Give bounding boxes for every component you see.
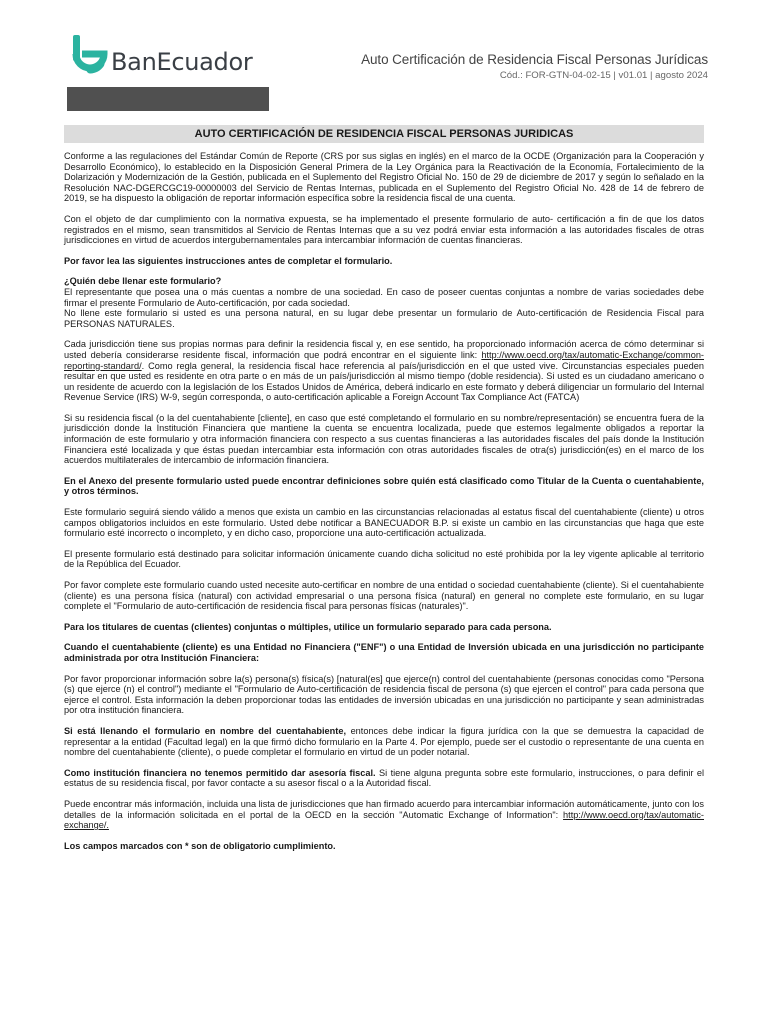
- paragraph-residence: Si su residencia fiscal (o la del cuentahabiente [cliente], en caso que esté completando el formulario en su nombre/representación) se encuentra fuera de la jurisdicción donde la Institución Financiera que mantiene la cuenta se encuentra localizada, puede que estemos legalmente obligados a reportar la información de este formulario y otra información financiera con respecto a sus cuentas financieras a las autoridades fiscales del país donde la Institución Financiera esté localizada y que éstas puedan intercambiar esta información con otras autoridades fiscales de otra(s) jurisdicción(es) en el marco de los acuerdos multilaterales de intercambio de información financiera.: [64, 412, 704, 466]
- aeoi-link[interactable]: http://www.oecd.org/tax/automatic-exchange/.: [64, 809, 704, 831]
- paragraph-validity: Este formulario seguirá siendo válido a menos que exista un cambio en las circunstancias relacionadas al estatus fiscal del cuentahabiente (cliente) u otros campos obligatorios incluidos en este formulario. Usted debe notificar a BANECUADOR B.P. si existe un cambio en las circunstancias que haga que este formulario esté incorrecto o incompleto, y en dicho caso, proporcione una auto-certificación actualizada.: [64, 507, 704, 539]
- paragraph-tax-advice: Como institución financiera no tenemos permitido dar asesoría fiscal. Si tiene alguna pregunta sobre este formulario, instrucciones, o para definir el estatus de su residencia fiscal, por favor contacte a su asesor fiscal o a la Autoridad fiscal.: [64, 767, 704, 789]
- paragraph-who-fills: El representante que posea una o más cuentas a nombre de una sociedad. En caso de poseer cuentas conjuntas a nombre de varias sociedades debe firmar el presente Formulario de Auto-certificación, por cada sociedad.: [64, 286, 704, 308]
- redacted-block: [67, 87, 269, 111]
- joint-accounts-note: Para los titulares de cuentas (clientes) conjuntas o múltiples, utilice un formulario separado para cada persona.: [64, 621, 552, 632]
- who-fills-heading: ¿Quién debe llenar este formulario?: [64, 276, 222, 287]
- document-header-title: Auto Certificación de Residencia Fiscal Personas Jurídicas: [361, 52, 708, 67]
- paragraph-more-info: Puede encontrar más información, incluida una lista de jurisdicciones que han firmado acuerdo para intercambiar información automáticamente, junto con los detalles de la información solicitada en el portal de la OECD en la sección "Automatic Exchange of Information": http://www.oecd.org/tax/automatic-exchange/.: [64, 798, 704, 831]
- enf-heading: Cuando el cuentahabiente (cliente) es una Entidad no Financiera ("ENF") o una Entidad de Inversión ubicada en una jurisdicción no participante administrada por otra Institución Financiera:: [64, 642, 704, 663]
- required-fields-note: Los campos marcados con * son de obligatorio cumplimiento.: [64, 840, 336, 851]
- paragraph-purpose: El presente formulario está destinado para solicitar información únicamente cuando dicha solicitud no esté prohibida por la ley vigente aplicable al territorio de la República del Ecuador.: [64, 548, 704, 570]
- paragraph-natural-persons: No llene este formulario si usted es una persona natural, en su lugar debe presentar un formulario de Auto-certificación de Residencia Fiscal para PERSONAS NATURALES.: [64, 308, 704, 329]
- paragraph-control-persons: Por favor proporcionar información sobre la(s) persona(s) física(s) [natural(es] que ejerce(n) control del cuentahabiente (personas conocidas como "Persona (s) que ejerce (n) el control") mediante el "Formulario de Auto-certificación de residencia fiscal de persona (s) que ejercen el control" para cada persona que ejerce el control. Esta información la deben proporcionar todas las entidades de inversión ubicadas en una jurisdicción no participante y sean administradas por otra institución financiera.: [64, 673, 704, 716]
- paragraph-objective: Con el objeto de dar cumplimiento con la normativa expuesta, se ha implementado el presente formulario de auto- certificación a fin de que los datos registrados en el mismo, sean transmitidos al Servicio de Rentas Internas que a su vez podrá enviar esta información a las autoridades fiscales de otras jurisdicciones en virtud de acuerdos intergubernamentales para intercambiar información de cuentas financieras.: [64, 213, 704, 246]
- page-title: AUTO CERTIFICACIÓN DE RESIDENCIA FISCAL PERSONAS JURIDICAS: [64, 125, 704, 143]
- paragraph-intro: Conforme a las regulaciones del Estándar Común de Reporte (CRS por sus siglas en inglés) en el marco de la OCDE (Organización para la Cooperación y Desarrollo Económico), lo establecido en la Disposición General Primera de la Ley Orgánica para la Reactivación de la Economía, Fortalecimiento de la Dolarización y Modernización de la Gestión, publicada en el Suplemento del Registro Oficial No. 150 de 29 de diciembre de 2017 y según lo señalado en la Resolución NAC-DGERCGC19-00000003 del Servicio de Rentas Internas, publicada en el Suplemento del Registro Oficial No. 428 de 14 de febrero de 2019, se ha dispuesto la obligación de reportar información específica sobre la residencia fiscal de una cuenta.: [64, 151, 704, 204]
- crs-link[interactable]: http://www.oecd.org/tax/automatic-Exchange/common-reporting-standard/: [64, 349, 704, 371]
- paragraph-on-behalf: Si está llenando el formulario en nombre del cuentahabiente, entonces debe indicar la figura jurídica con la que se demuestra la capacidad de representar a la entidad (Facultad legal) en la que firmó dicho formulario en la Parte 4. Por ejemplo, puede ser el custodio o representante de una cuenta en nombre del cuentahabiente (cliente), o puede completar el formulario en virtud de un poder notarial.: [64, 725, 704, 758]
- annex-note: En el Anexo del presente formulario usted puede encontrar definiciones sobre quién está clasificado como Titular de la Cuenta o cuentahabiente, y otros términos.: [64, 475, 704, 497]
- paragraph-jurisdiction: Cada jurisdicción tiene sus propias normas para definir la residencia fiscal y, en ese sentido, ha proporcionado información acerca de cómo determinar si usted debería considerarse residente fiscal, información que podrá encontrar en el siguiente link: http://www.oecd.org/tax/automatic-Exchange/common-reporting-standard/. Como regla general, la residencia fiscal hace referencia al país/jurisdicción en el que usted vive. Circunstancias especiales pueden resultar en que usted es residente en otra parte o en más de un país/jurisdicción al mismo tiempo (doble residencia). Si usted es un ciudadano americano o un residente de acuerdo con la legislación de los Estados Unidos de América, deberá indicarlo en este formato y deberá diligenciar un formulario del Internal Revenue Service (IRS) W-9, según corresponda, o auto-certificación aplicable a Foreign Account Tax Compliance Act (FATCA): [64, 339, 704, 403]
- document-body: [64, 151, 704, 861]
- paragraph-entity: Por favor complete este formulario cuando usted necesite auto-certificar en nombre de una entidad o sociedad cuentahabiente (cliente). Si el cuentahabiente (cliente) es una persona física (natural) con actividad empresarial o una persona física (natural) en general no complete este formulario, en su lugar complete el "Formulario de auto-certificación de residencia fiscal para personas físicas (naturales)".: [64, 580, 704, 612]
- instructions-heading: Por favor lea las siguientes instrucciones antes de completar el formulario.: [64, 255, 393, 266]
- brand-name: BanEcuador: [111, 48, 253, 76]
- document-code: Cód.: FOR-GTN-04-02-15 | v01.01 | agosto 2024: [499, 70, 708, 81]
